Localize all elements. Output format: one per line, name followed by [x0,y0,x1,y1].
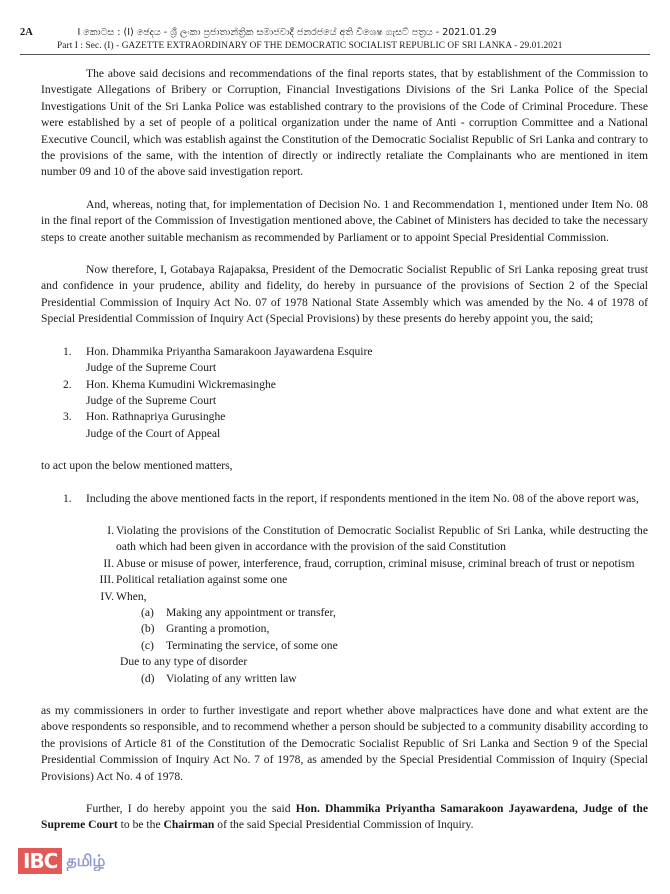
commissioner-name: Hon. Dhammika Priyantha Samarakoon Jayawardena Esquire [86,344,373,358]
paragraph-whereas: And, whereas, noting that, for implementation of Decision No. 1 and Recommendation 1, mentioned under Item No. 08 in the final report of the Commission of Investigation mentioned above, the Cabinet of Ministers has decided to take the necessary steps to create another suitable mechanism as recommended by Parliament or to appoint Special Presidential Commission. [41,197,648,244]
alpha-item: (d) Violating of any written law [141,671,297,685]
commissioner-role: Judge of the Supreme Court [86,361,217,375]
matter-item: 1. Including the above mentioned facts in the report, if respondents mentioned in the item No. 08 of the above report was, [41,491,648,507]
page-number: 2A [20,27,33,38]
header-divider [20,54,650,55]
alpha-item: (b) Granting a promotion, [141,622,270,636]
commissioner-name: Hon. Rathnapriya Gurusinghe [86,410,226,424]
due-to-disorder-line: Due to any type of disorder [120,655,248,669]
document-body [41,66,648,834]
tamil-logo-text: தமிழ் [66,850,106,870]
ibc-tamil-watermark-logo [18,847,105,875]
chairman-name: Hon. Dhammika Priyantha Samarakoon Jayawardena, Judge of the Supreme Court [41,802,648,832]
header-sinhala-line [20,27,497,38]
list-item: 3. Hon. Rathnapriya Gurusinghe Judge of the Court of Appeal [41,409,648,442]
list-item: 2. Hon. Khema Kumudini Wickremasinghe Judge of the Supreme Court [41,377,648,410]
matter-text: Including the above mentioned facts in the report, if respondents mentioned in the item No. 08 of the above report was, [86,491,639,505]
roman-item: IV. When, [100,589,147,603]
roman-item: II. Abuse or misuse of power, interference, fraud, corruption, criminal misuse, criminal breach of trust or nepotism [103,556,635,570]
commissioner-list [41,344,648,442]
alpha-item: (a) Making any appointment or transfer, [141,605,336,619]
roman-item: III. Political retaliation against some one [99,573,288,587]
alpha-item: (c) Terminating the service, of some one [141,638,338,652]
paragraph-chairman: Further, I do hereby appoint you the said Hon. Dhammika Priyantha Samarakoon Jayawardena, Judge of the Supreme Court to be the Chairman of the said Special Presidential Commission of Inquiry. [41,802,648,832]
commissioner-name: Hon. Khema Kumudini Wickremasinghe [86,377,276,391]
header-english-line: Part I : Sec. (I) - GAZETTE EXTRAORDINARY OF THE DEMOCRATIC SOCIALIST REPUBLIC OF SRI LANKA - 29.01.2021 [57,41,563,51]
paragraph-appointment: Now therefore, I, Gotabaya Rajapaksa, President of the Democratic Socialist Republic of Sri Lanka reposing great trust and confidence in your prudence, ability and fidelity, do hereby in pursuance of the provisions of Section 2 of the Special Presidential Commission of Inquiry Act No. 07 of 1978 National State Assembly which was amended by the No. 4 of 1978 of Special Presidential Commission of Inquiry Act (Special Provisions) by these presents do hereby appoint you, the said; [41,263,648,326]
list-item: 1. Hon. Dhammika Priyantha Samarakoon Jayawardena Esquire Judge of the Supreme Court [41,344,648,377]
paragraph-decisions: The above said decisions and recommendations of the final reports states, that by establishment of the Commission to Investigate Allegations of Bribery or Corruption, Financial Investigations Divisions of the Sri Lanka Police of the Special Investigations Unit of the Sri Lanka Police was established contrary to the provisions of the Code of Criminal Procedure. These were established by a set of people of a political organization under the name of Anti - corruption Committee and a National Executive Council, which was establish against the Constitution of the Democratic Socialist Republic of Sri Lanka and contrary to the provisions of the same, with the intention of directly or indirectly retaliate the Complainants who are mentioned in item number 09 and 10 of the above said investigation report. [41,67,648,179]
commissioner-role: Judge of the Court of Appeal [86,426,221,440]
header-sinhala-title: I කොටස : (I) ඡෙදය - ශ්‍රී ලංකා ප්‍රජාතාන්ත්‍රික සමාජවාදී ජනරජයේ අති විශෙෂ ගැසට් පත්‍රය - 2021.01.29 [77,27,497,38]
commissioner-role: Judge of the Supreme Court [86,393,217,407]
paragraph-commissioners-mandate: as my commissioners in order to further investigate and report whether above malpractices have done and what extent are the above respondents so responsible, and to recommend whether a person should be subjected to a community disability according to the provisions of Article 81 of the Constitution of the Democratic Socialist Republic of Sri Lanka and Section 9 of the Special Presidential Commission of Inquiry Act No. 7 of 1978, as amended by the Special Presidential Commission of Inquiry (Special Provisions) Act No. 4 of 1978. [41,704,648,783]
chairman-title: Chairman [163,818,215,832]
roman-item: I. Violating the provisions of the Constitution of Democratic Socialist Republic of Sri Lanka, while destructing the oath which had been given in accordance with the provision of the said Constitution [107,523,648,554]
ibc-logo: IBC [18,848,62,874]
act-upon-line: to act upon the below mentioned matters, [41,459,233,473]
